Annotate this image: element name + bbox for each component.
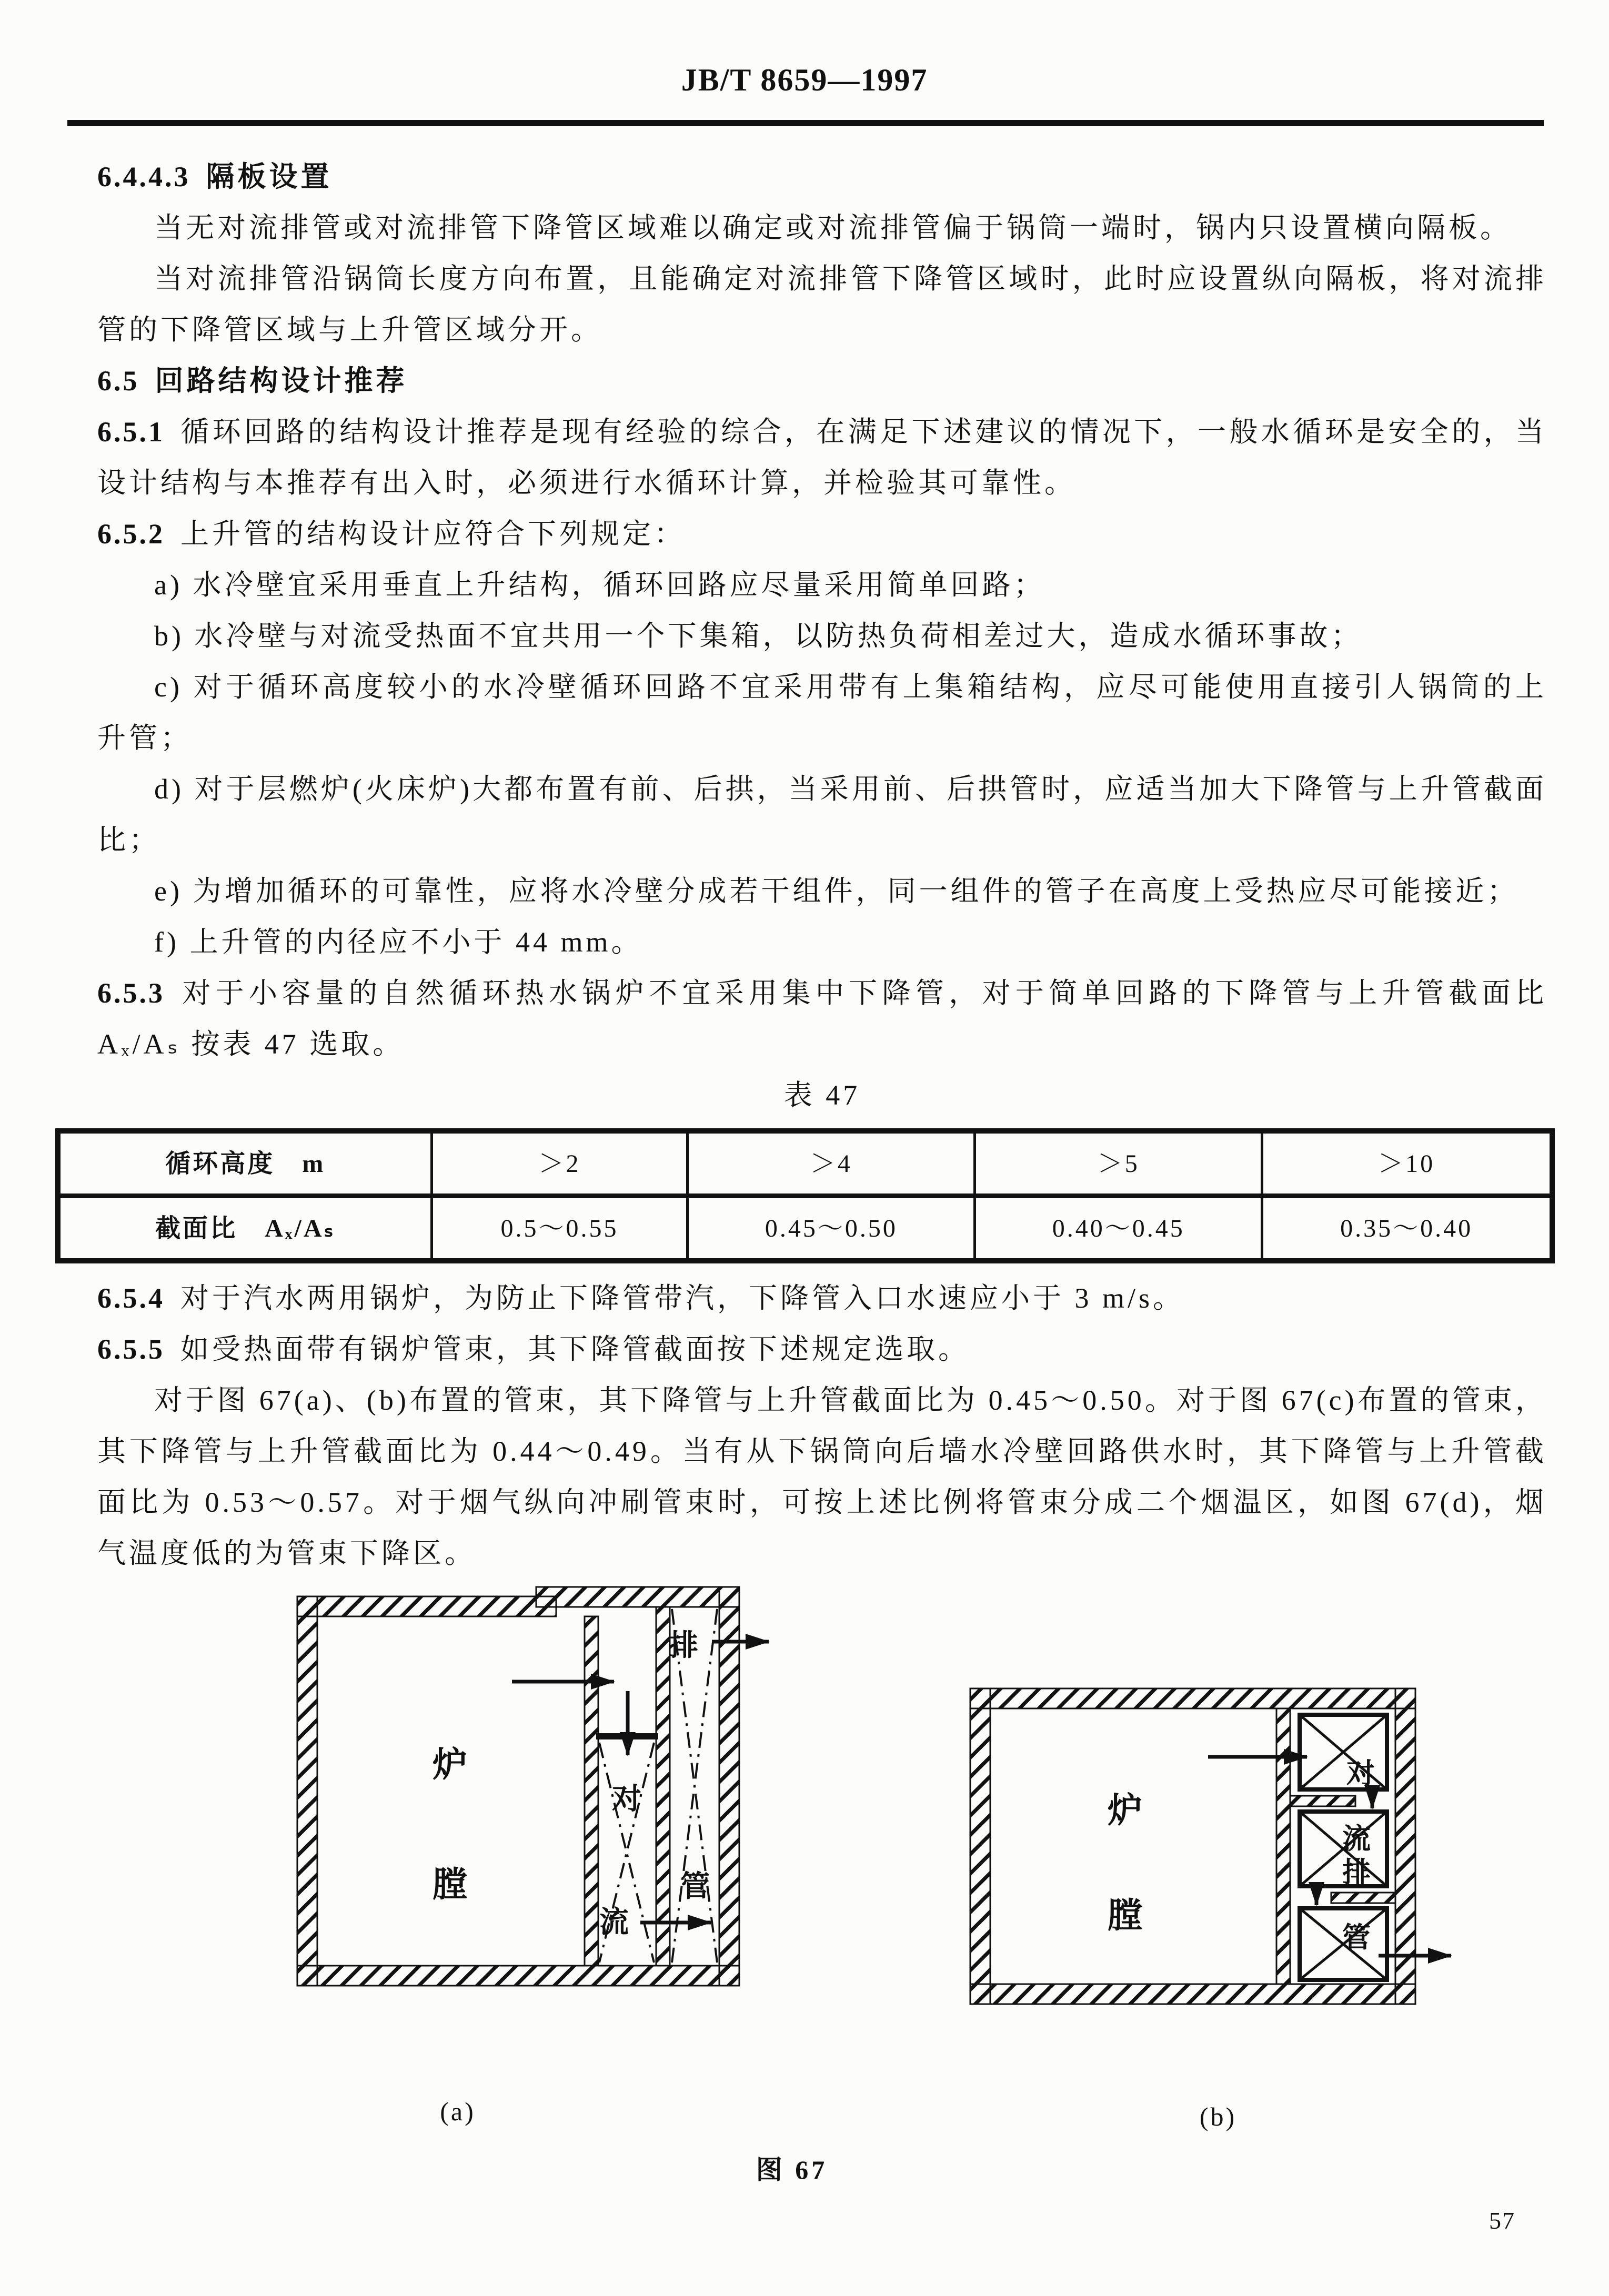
gas-baffle xyxy=(1290,1796,1355,1806)
section-number: 6.4.4.3 xyxy=(97,161,190,193)
partition-wall xyxy=(585,1616,598,1966)
section-text: 如受热面带有锅炉管束，其下降管截面按下述规定选取。 xyxy=(180,1333,970,1365)
furnace-label: 炉 xyxy=(433,1745,467,1784)
table-cell: ＞4 xyxy=(688,1131,975,1196)
subfigure-a-caption: (a) xyxy=(440,2097,476,2126)
table-header-cell: 截面比 Aₓ/Aₛ xyxy=(58,1196,431,1261)
convection-label: 流 xyxy=(599,1905,629,1938)
section-number: 6.5.4 xyxy=(97,1282,165,1314)
convection-label: 流 xyxy=(1342,1823,1371,1855)
section-title: 回路结构设计推荐 xyxy=(155,365,408,397)
section-number: 6.5.1 xyxy=(97,416,165,448)
table-47 xyxy=(55,1128,1555,1263)
table-cell: ＞2 xyxy=(431,1131,688,1196)
furnace-wall-bottom xyxy=(297,1966,739,1986)
furnace-wall-top-right xyxy=(536,1587,739,1607)
table-cell: 0.40～0.45 xyxy=(975,1196,1262,1261)
page-number: 57 xyxy=(1489,2207,1515,2234)
tube-bank-label: 排 xyxy=(1342,1857,1371,1888)
figure-caption: 图 67 xyxy=(756,2155,828,2184)
partition-wall xyxy=(656,1607,670,1966)
section-654 xyxy=(97,1273,1547,1324)
table-caption: 表 47 xyxy=(783,1079,861,1111)
list-item-e: e) 为增加循环的可靠性，应将水冷壁分成若干组件，同一组件的管子在高度上受热应尽可能接近； xyxy=(154,875,1519,907)
table-cell: ＞10 xyxy=(1262,1131,1552,1196)
furnace-wall-bottom xyxy=(970,1984,1415,2004)
list-item-d: d) 对于层燃炉(火床炉)大都布置有前、后拱，当采用前、后拱管时，应适当加大下降管与上升管截面比； xyxy=(97,773,1547,856)
section-text: 循环回路的结构设计推荐是现有经验的综合，在满足下述建议的情况下，一般水循环是安全的，当设计结构与本推荐有出入时，必须进行水循环计算，并检验其可靠性。 xyxy=(97,416,1547,499)
list-item-f: f) 上升管的内径应不小于 44 mm。 xyxy=(154,926,643,958)
list-item-c: c) 对于循环高度较小的水冷壁循环回路不宜采用带有上集箱结构，应尽可能使用直接引人锅筒的上升管； xyxy=(97,671,1547,754)
paragraph: 当无对流排管或对流排管下降管区域难以确定或对流排管偏于锅筒一端时，锅内只设置横向隔板。 xyxy=(154,212,1512,244)
table-row xyxy=(58,1131,1552,1196)
table-cell: ＞5 xyxy=(975,1131,1262,1196)
section-number: 6.5 xyxy=(97,365,139,397)
section-652 xyxy=(97,509,1547,560)
tube-bank-label: 管 xyxy=(1342,1922,1371,1954)
header-rule xyxy=(67,120,1544,126)
section-heading-65 xyxy=(97,356,1547,407)
section-heading-6443 xyxy=(97,151,1547,203)
section-text: 上升管的结构设计应符合下列规定： xyxy=(180,518,686,550)
figure-67 xyxy=(0,1552,1609,2296)
furnace-wall-left xyxy=(297,1596,317,1986)
table-row xyxy=(58,1196,1552,1261)
gas-baffle xyxy=(1331,1893,1395,1903)
list-item-a: a) 水冷壁宜采用垂直上升结构，循环回路应尽量采用简单回路； xyxy=(154,569,1045,601)
subfigure-b-caption: (b) xyxy=(1199,2102,1237,2131)
table-header-cell: 循环高度 m xyxy=(58,1131,431,1196)
furnace-wall-left xyxy=(970,1688,990,2004)
body-text xyxy=(97,151,1547,1579)
figure-67a-diagram xyxy=(292,1581,781,1991)
section-651 xyxy=(97,407,1547,509)
section-number: 6.5.3 xyxy=(97,977,165,1009)
section-title: 隔板设置 xyxy=(206,161,333,193)
partition-wall xyxy=(1276,1708,1290,1984)
furnace-label: 膛 xyxy=(433,1865,467,1904)
standard-code: JB/T 8659—1997 xyxy=(681,63,928,97)
convection-label: 对 xyxy=(1346,1758,1375,1789)
section-653 xyxy=(97,968,1547,1070)
furnace-wall-top-left xyxy=(297,1596,556,1616)
tube-bank-label: 管 xyxy=(680,1869,710,1903)
furnace-label: 膛 xyxy=(1108,1896,1142,1935)
section-number: 6.5.5 xyxy=(97,1333,165,1365)
furnace-wall-right xyxy=(719,1587,739,1986)
furnace-label: 炉 xyxy=(1108,1791,1142,1829)
figure-67b-diagram xyxy=(963,1678,1457,2015)
paragraph: 当对流排管沿锅筒长度方向布置，且能确定对流排管下降管区域时，此时应设置纵向隔板，将对流排管的下降管区域与上升管区域分开。 xyxy=(97,263,1547,346)
table-cell: 0.45～0.50 xyxy=(688,1196,975,1261)
section-number: 6.5.2 xyxy=(97,518,165,550)
table-cell: 0.5～0.55 xyxy=(431,1196,688,1261)
section-text: 对于汽水两用锅炉，为防止下降管带汽，下降管入口水速应小于 3 m/s。 xyxy=(180,1282,1185,1314)
list-item-b: b) 水冷壁与对流受热面不宜共用一个下集箱，以防热负荷相差过大，造成水循环事故； xyxy=(154,620,1363,652)
section-text: 对于小容量的自然循环热水锅炉不宜采用集中下降管，对于简单回路的下降管与上升管截面比 Aₓ/Aₛ 按表 47 选取。 xyxy=(97,977,1547,1060)
tube-bank-label: 排 xyxy=(669,1629,698,1662)
convection-label: 对 xyxy=(612,1782,641,1815)
section-655 xyxy=(97,1324,1547,1375)
table-cell: 0.35～0.40 xyxy=(1262,1196,1552,1261)
paragraph: 对于图 67(a)、(b)布置的管束，其下降管与上升管截面比为 0.45～0.50。对于图 67(c)布置的管束，其下降管与上升管截面比为 0.44～0.49。当有从下锅筒向后墙水冷壁回路供水时，其下降管与上升管截面比为 0.53～0.57。对于烟气纵向冲刷管束时，可按上述比例将管束分成二个烟温区，如图 67(d)，烟气温度低的为管束下降区。 xyxy=(97,1384,1547,1569)
furnace-wall-top xyxy=(970,1688,1415,1708)
